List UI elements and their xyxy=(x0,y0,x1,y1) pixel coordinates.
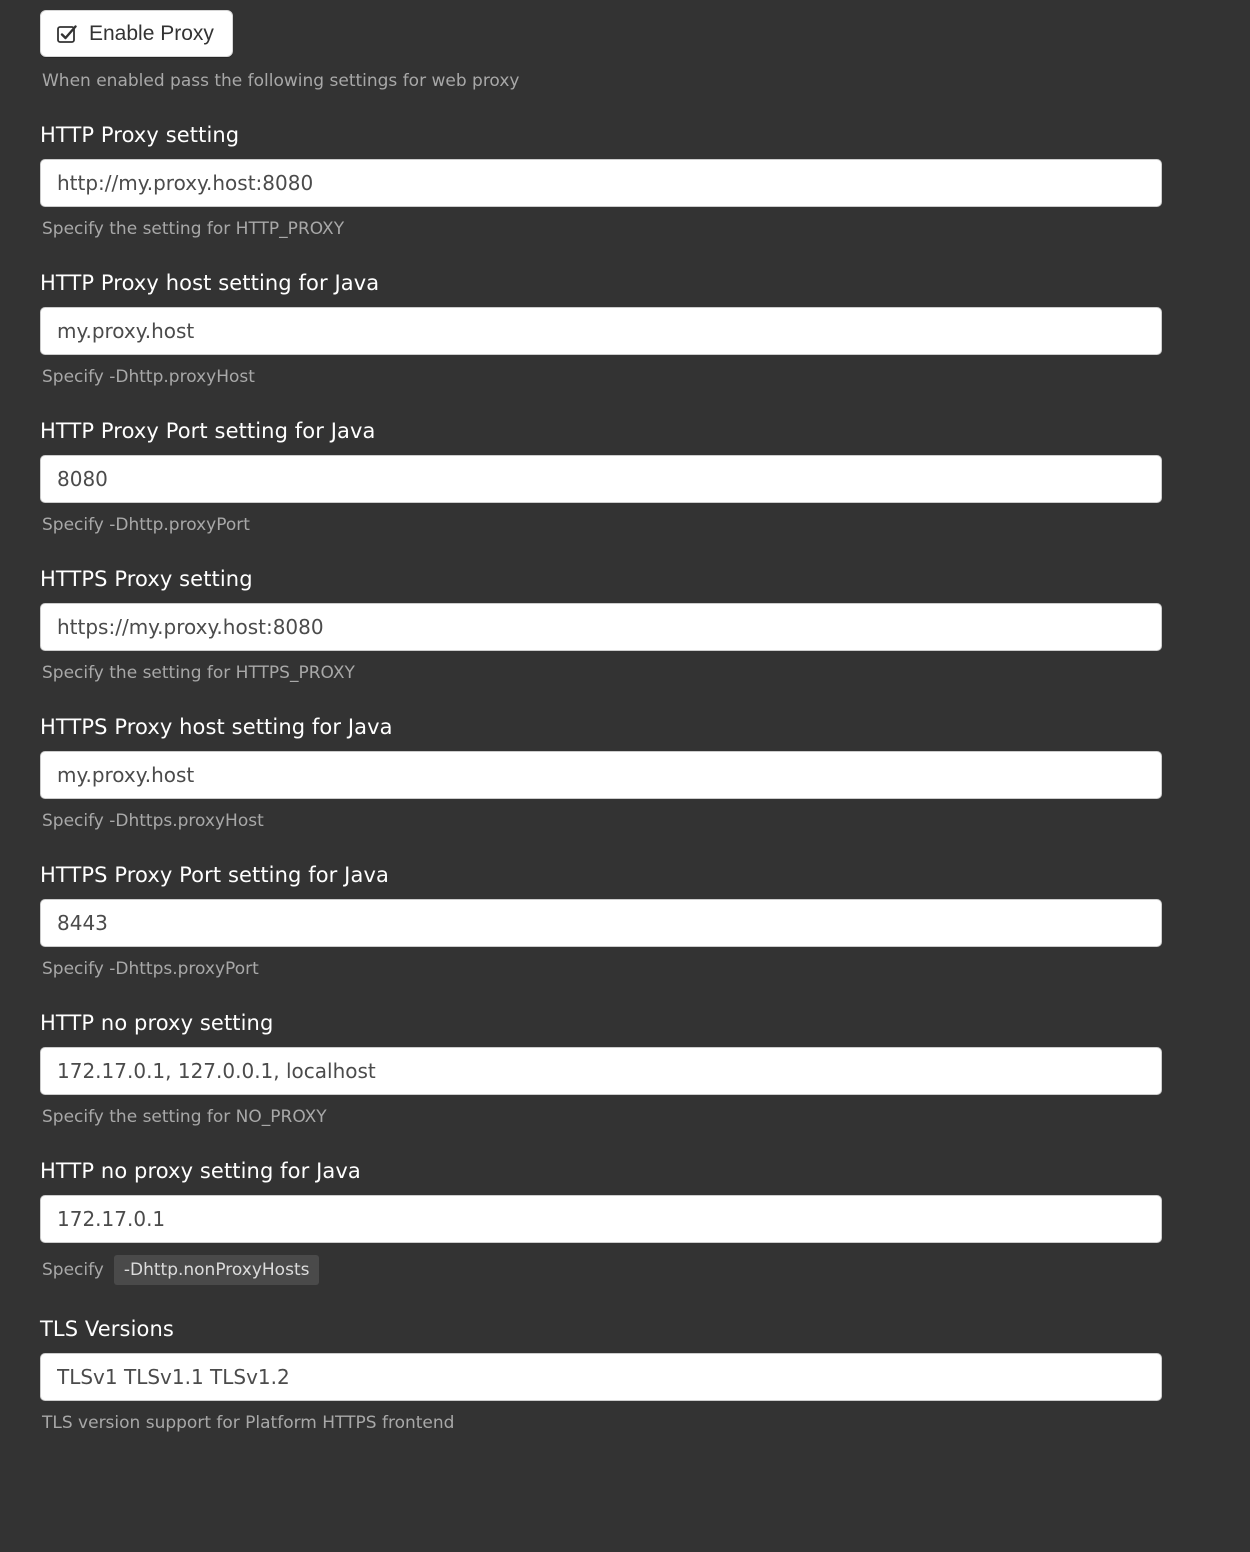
enable-proxy-help: When enabled pass the following settings for web proxy xyxy=(42,71,520,91)
nonproxyhosts-tooltip: -Dhttp.nonProxyHosts xyxy=(114,1255,320,1285)
field-help-prefix: Specify xyxy=(42,1260,104,1280)
field-help: Specify the setting for HTTPS_PROXY xyxy=(42,663,355,683)
field-help-group xyxy=(40,1255,1210,1285)
http-no-proxy-setting-input[interactable] xyxy=(40,1047,1162,1095)
http-no-proxy-java-input[interactable] xyxy=(40,1195,1162,1243)
bottom-spacer xyxy=(40,1433,1210,1459)
field-label: HTTPS Proxy host setting for Java xyxy=(40,715,393,739)
field-tls-versions xyxy=(40,1317,1210,1433)
field-label: HTTP Proxy setting xyxy=(40,123,240,147)
http-proxy-port-java-input[interactable] xyxy=(40,455,1162,503)
checkbox-checked-icon xyxy=(57,24,77,44)
field-help: TLS version support for Platform HTTPS frontend xyxy=(42,1413,455,1433)
field-http-proxy-setting xyxy=(40,123,1210,239)
tls-versions-input[interactable] xyxy=(40,1353,1162,1401)
enable-proxy-toggle[interactable] xyxy=(40,10,233,57)
field-label: HTTP no proxy setting xyxy=(40,1011,274,1035)
https-proxy-port-java-input[interactable] xyxy=(40,899,1162,947)
https-proxy-host-java-input[interactable] xyxy=(40,751,1162,799)
field-label: TLS Versions xyxy=(40,1317,174,1341)
field-label: HTTP Proxy Port setting for Java xyxy=(40,419,376,443)
field-label: HTTP no proxy setting for Java xyxy=(40,1159,361,1183)
field-help: Specify -Dhttp.proxyHost xyxy=(42,367,255,387)
field-http-no-proxy-java xyxy=(40,1159,1210,1285)
field-label: HTTPS Proxy Port setting for Java xyxy=(40,863,389,887)
field-help: Specify -Dhttp.proxyPort xyxy=(42,515,250,535)
enable-proxy-section xyxy=(40,0,1210,91)
field-https-proxy-setting xyxy=(40,567,1210,683)
field-http-no-proxy-setting xyxy=(40,1011,1210,1127)
field-help: Specify the setting for NO_PROXY xyxy=(42,1107,327,1127)
field-help: Specify -Dhttps.proxyPort xyxy=(42,959,259,979)
http-proxy-setting-input[interactable] xyxy=(40,159,1162,207)
field-label: HTTP Proxy host setting for Java xyxy=(40,271,380,295)
https-proxy-setting-input[interactable] xyxy=(40,603,1162,651)
field-https-proxy-host-java xyxy=(40,715,1210,831)
field-http-proxy-port-java xyxy=(40,419,1210,535)
field-http-proxy-host-java xyxy=(40,271,1210,387)
http-proxy-host-java-input[interactable] xyxy=(40,307,1162,355)
field-label: HTTPS Proxy setting xyxy=(40,567,253,591)
field-help: Specify -Dhttps.proxyHost xyxy=(42,811,264,831)
field-help: Specify the setting for HTTP_PROXY xyxy=(42,219,345,239)
enable-proxy-label: Enable Proxy xyxy=(89,22,214,45)
field-https-proxy-port-java xyxy=(40,863,1210,979)
